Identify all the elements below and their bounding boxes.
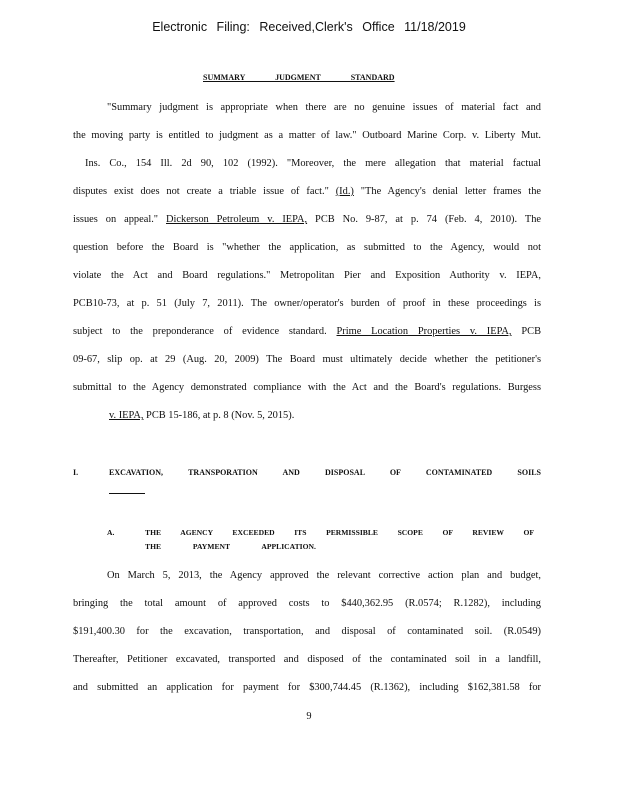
text-line: and submitted an application for payment for $300,744.45 (R.1362), including $162,381.58 for <box>73 682 541 693</box>
text-line: $191,400.30 for the excavation, transportation, and disposal of contaminated soil. (R.0549) <box>73 626 541 637</box>
text-line: On March 5, 2013, the Agency approved the relevant corrective action plan and budget, <box>107 570 541 581</box>
text-segment: PCB 15-186, at p. 8 (Nov. 5, 2015). <box>143 410 295 421</box>
text-line: question before the Board is "whether the application, as submitted to the Agency, would not <box>73 242 541 253</box>
text-line: 09-67, slip op. at 29 (Aug. 20, 2009) The Board must ultimately decide whether the petitioner's <box>73 354 541 365</box>
section-number: I. <box>73 468 79 477</box>
subsection-title-line1: THE AGENCY EXCEEDED ITS PERMISSIBLE SCOPE OF REVIEW OF <box>145 528 534 537</box>
text-segment: PCB <box>511 326 541 337</box>
citation-id: (Id.) <box>335 186 354 197</box>
text-segment: issues on appeal." <box>73 214 166 225</box>
filing-stamp-header: Electronic Filing: Received,Clerk's Office 11/18/2019 <box>152 20 466 34</box>
text-line <box>73 178 541 206</box>
citation-dickerson: Dickerson Petroleum v. IEPA, <box>166 214 308 225</box>
text-line: submittal to the Agency demonstrated compliance with the Act and the Board's regulations. Burgess <box>73 382 541 393</box>
text-line <box>73 318 541 346</box>
subsection-letter: A. <box>107 528 115 537</box>
text-line: bringing the total amount of approved costs to $440,362.95 (R.0574; R.1282), including <box>73 598 541 609</box>
text-line: violate the Act and Board regulations." Metropolitan Pier and Exposition Authority v. IEPA, <box>73 270 541 281</box>
section-underline <box>109 493 145 494</box>
text-line <box>73 402 541 430</box>
section-title: EXCAVATION, TRANSPORATION AND DISPOSAL OF CONTAMINATED SOILS <box>109 468 541 477</box>
text-line: PCB10-73, at p. 51 (July 7, 2011). The owner/operator's burden of proof in these proceedings is <box>73 298 541 309</box>
text-line <box>73 206 541 234</box>
text-line: the moving party is entitled to judgment as a matter of law." Outboard Marine Corp. v. Liberty Mut. <box>73 130 541 141</box>
page-number: 9 <box>306 711 312 722</box>
text-segment: disputes exist does not create a triable issue of fact." <box>73 186 336 197</box>
text-segment: "The Agency's denial letter frames the <box>353 186 541 197</box>
text-segment: PCB No. 9-87, at p. 74 (Feb. 4, 2010). The <box>307 214 542 225</box>
citation-prime-location: Prime Location Properties v. IEPA, <box>336 326 512 337</box>
text-line: "Summary judgment is appropriate when there are no genuine issues of material fact and <box>107 102 541 113</box>
text-segment: subject to the preponderance of evidence standard. <box>73 326 337 337</box>
text-line: Ins. Co., 154 Ill. 2d 90, 102 (1992). "Moreover, the mere allegation that material factual <box>85 158 541 169</box>
section-heading-summary-judgment: SUMMARY JUDGMENT STANDARD <box>203 73 395 82</box>
citation-burgess: v. IEPA, <box>109 410 144 421</box>
paragraph-summary-judgment <box>73 94 541 430</box>
paragraph-excavation-costs <box>73 562 541 702</box>
subsection-title-line2: THE PAYMENT APPLICATION. <box>145 542 316 551</box>
text-line: Thereafter, Petitioner excavated, transported and disposed of the contaminated soil in a landfill, <box>73 654 541 665</box>
